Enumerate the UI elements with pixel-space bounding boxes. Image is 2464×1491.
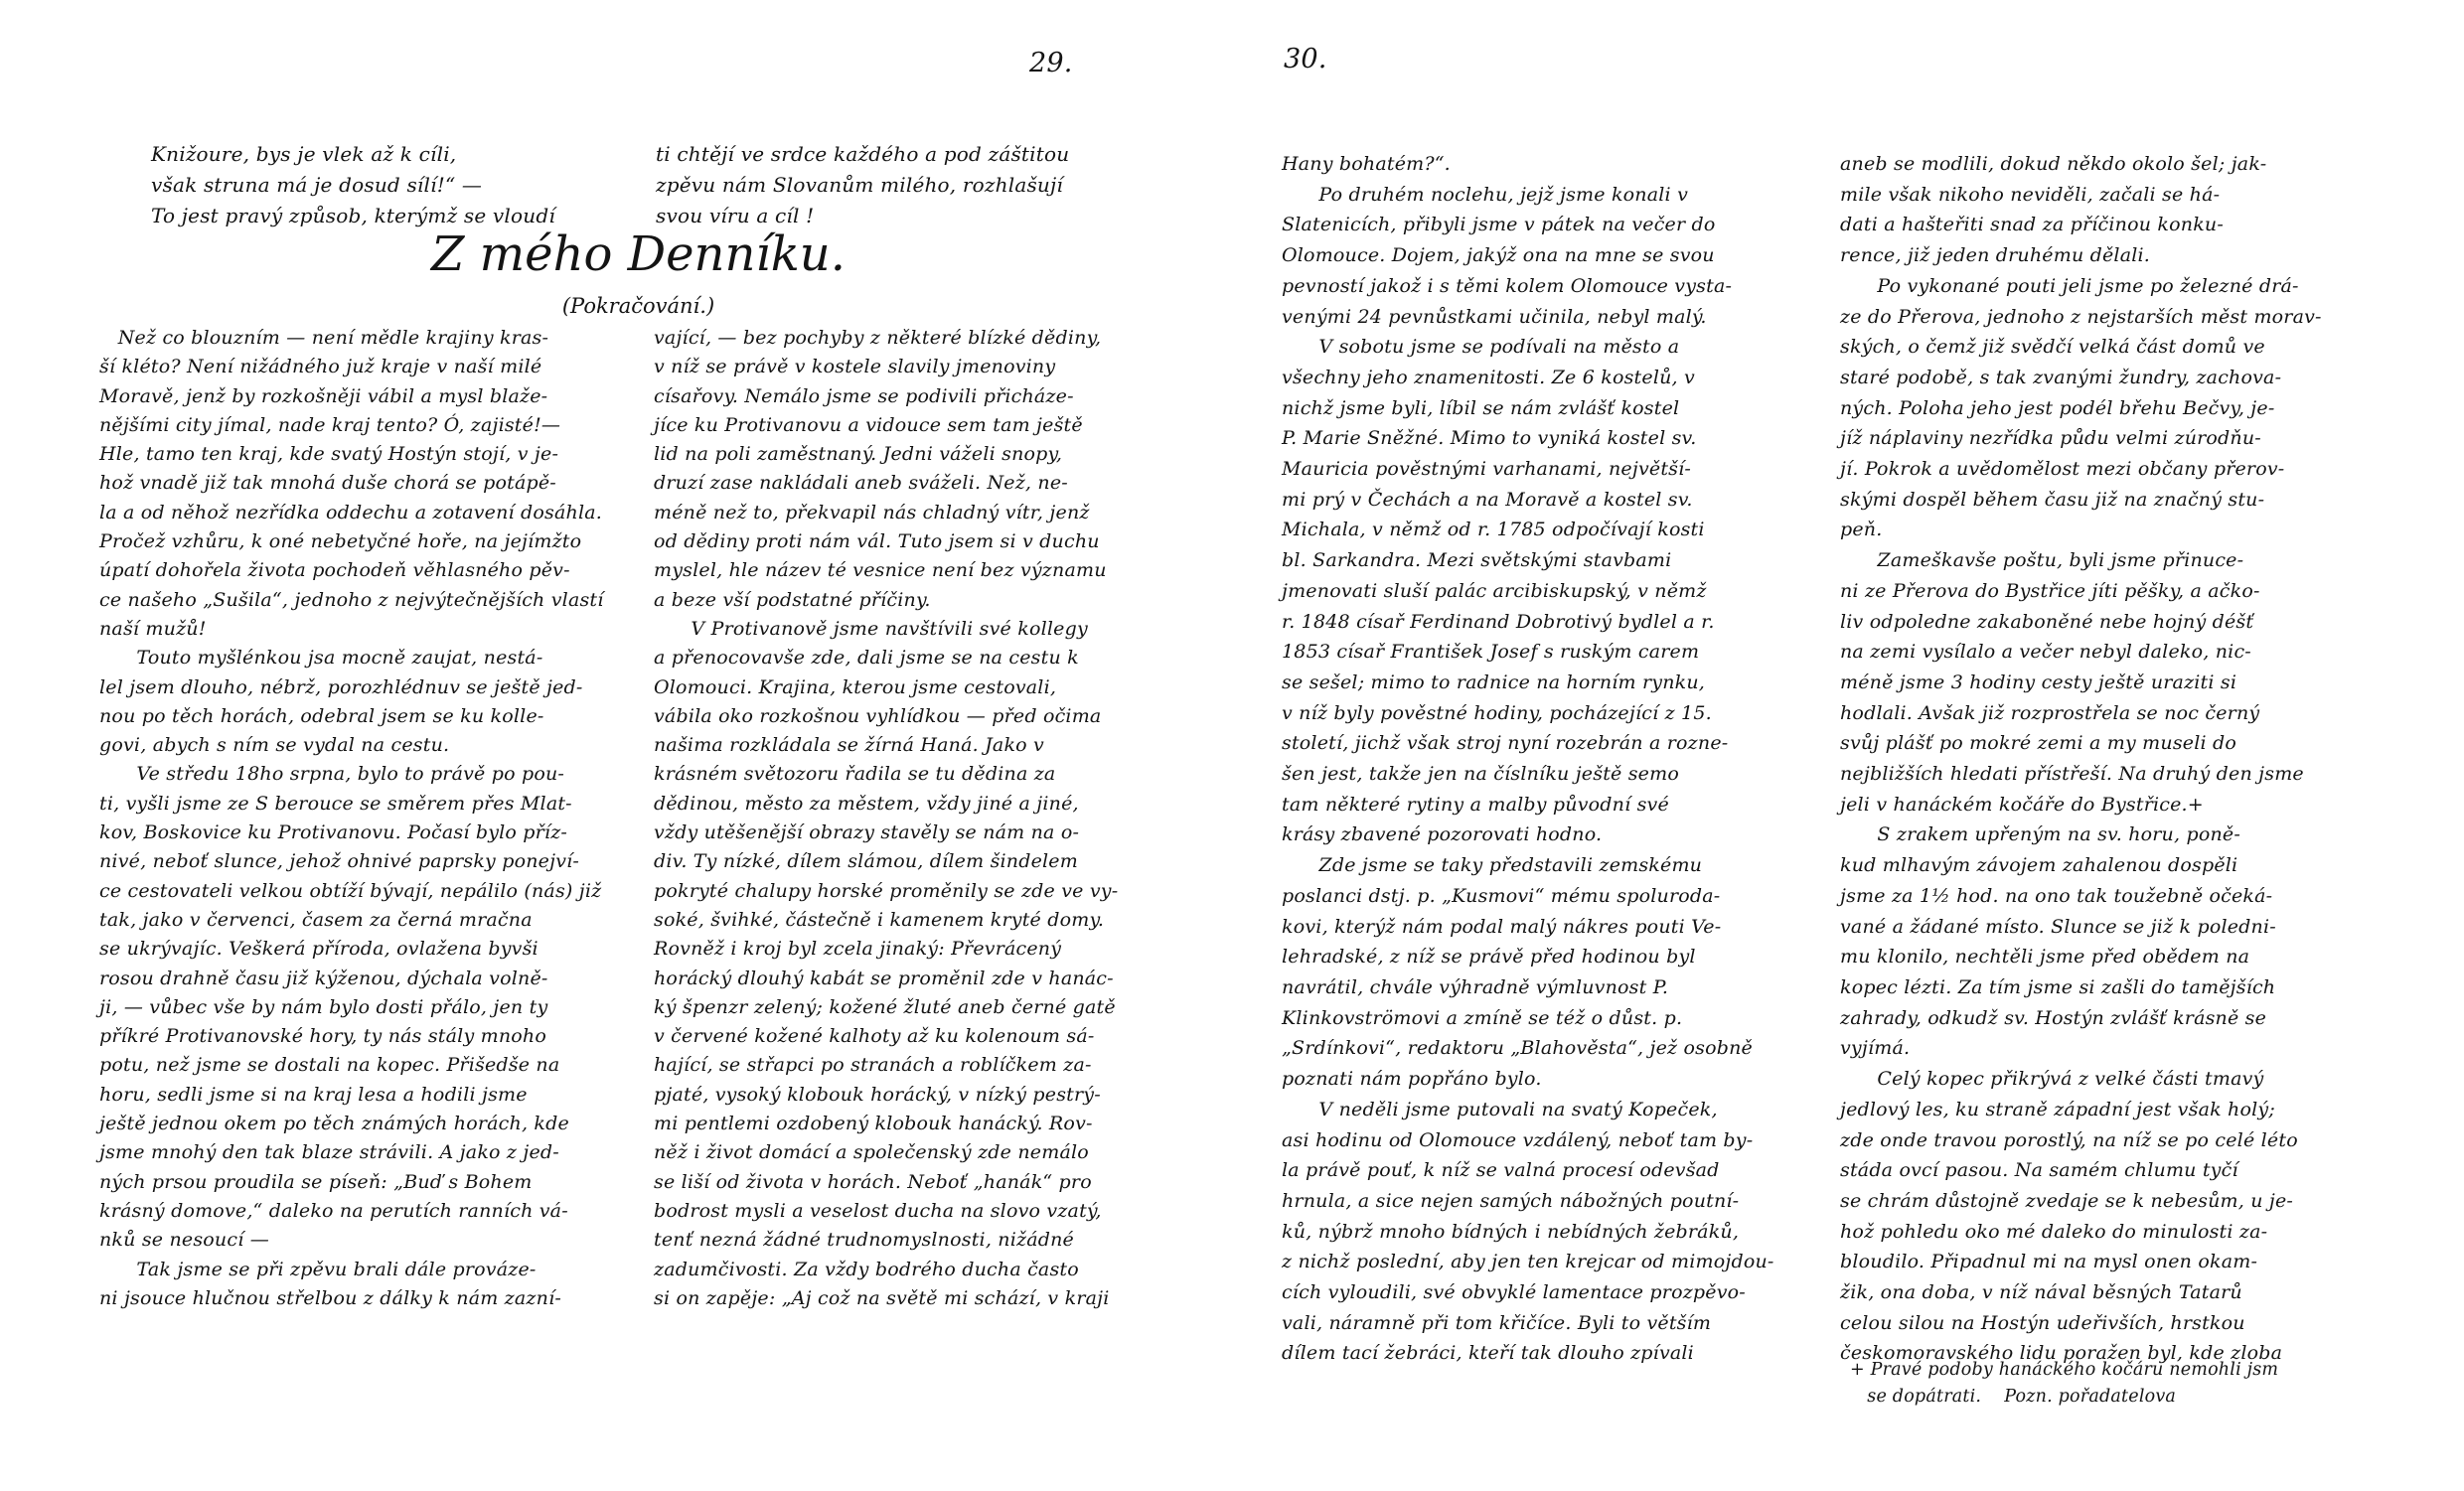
text-line: a beze vší podstatné příčiny.	[654, 588, 931, 611]
text-line: rosou drahně času již kýženou, dýchala volně-	[99, 967, 548, 989]
text-line: jí. Pokrok a uvědomělost mezi občany přerov-	[1840, 458, 2285, 481]
text-line: ských, o čemž již svědčí velká část domů ve	[1840, 336, 2265, 359]
text-line: krásy zbavené pozorovati hodno.	[1282, 823, 1603, 846]
text-line: ných. Poloha jeho jest podél břehu Bečvy, je-	[1840, 396, 2275, 419]
text-line: jíž náplaviny nezřídka půdu velmi zúrodňu-	[1840, 427, 2261, 450]
text-line: lehradské, z níž se právě před hodinou byl	[1282, 946, 1696, 969]
text-line: se sešel; mimo to radnice na horním rynku,	[1282, 671, 1706, 693]
text-line: příkré Protivanovské hory, ty nás stály mnoho	[99, 1025, 546, 1048]
text-line: ni ze Přerova do Bystřice jíti pěšky, a ačko-	[1840, 579, 2260, 602]
text-line: Slatenicích, přibyli jsme v pátek na večer do	[1282, 214, 1716, 236]
text-line: krásném světozoru řadila se tu dědina za	[654, 763, 1056, 786]
text-line: jeli v hanáckém kočáře do Bystřice.+	[1840, 793, 2204, 816]
text-line: Ve středu 18ho srpna, bylo to právě po pou-	[99, 763, 565, 786]
text-line: Hle, tamo ten kraj, kde svatý Hostýn stojí, v je-	[99, 443, 559, 466]
text-line: ce cestovateli velkou obtíží bývají, nepálilo (nás) již	[99, 879, 602, 902]
editor-footnote	[1850, 1357, 2394, 1411]
text-line: asi hodinu od Olomouce vzdálený, neboť tam by-	[1282, 1128, 1754, 1151]
text-line: navrátil, chvále výhradně výmluvnost P.	[1282, 975, 1669, 998]
text-line: století, jichž však stroj nyní rozebrán a rozne-	[1282, 732, 1729, 755]
text-line: ni jsouce hlučnou střelbou z dálky k nám zazní-	[99, 1286, 561, 1309]
page30-column-2	[1840, 149, 2394, 1369]
text-line: v níž se právě v kostele slavily jmenoviny	[654, 356, 1056, 378]
text-line: Hany bohatém?“.	[1282, 153, 1451, 175]
text-line: rence, již jeden druhému dělali.	[1840, 244, 2151, 267]
text-line: se chrám důstojně zvedaje se k nebesům, u je-	[1840, 1189, 2294, 1212]
text-line: nků se nesoucí —	[99, 1229, 269, 1252]
text-line: císařovy. Nemálo jsme se podivili přicháze-	[654, 384, 1074, 407]
text-line: zpěvu nám Slovanům milého, rozhlašují	[656, 173, 1063, 197]
text-line: vždy utěšenější obrazy stavěly se nám na o-	[654, 821, 1080, 844]
text-line: stáda ovcí pasou. Na samém chlumu tyčí	[1840, 1159, 2238, 1182]
text-line: Olomouci. Krajina, kterou jsme cestovali,	[654, 675, 1057, 698]
text-line: govi, abych s ním se vydal na cestu.	[99, 734, 450, 757]
text-line: ký špenzr zelený; kožené žluté aneb černé gatě	[654, 995, 1116, 1018]
text-line: něž i život domácí a společenský zde nemálo	[654, 1141, 1089, 1164]
text-line: svůj plášť po mokré zemi a my museli do	[1840, 732, 2237, 755]
text-line: + Pravé podoby hanáckého kočáru nemohli jsm	[1850, 1360, 2279, 1380]
text-line: Rovněž i kroj byl zcela jinaký: Převrácený	[654, 938, 1062, 961]
text-line: r. 1848 císař Ferdinand Dobrotivý bydlel a r.	[1282, 610, 1715, 633]
text-line: V Protivanově jsme navštívili své kollegy	[654, 617, 1088, 640]
text-line: div. Ty nízké, dílem slámou, dílem šindelem	[654, 850, 1078, 873]
text-line: Celý kopec přikrývá z velké části tmavý	[1840, 1068, 2264, 1091]
text-line: zahrady, odkudž sv. Hostýn zvlášť krásně se	[1840, 1006, 2267, 1029]
text-line: šen jest, takže jen na číslníku ještě semo	[1282, 763, 1679, 786]
text-line: ků, nýbrž mnoho bídných i nebídných žebráků,	[1282, 1220, 1740, 1243]
verse-left-column	[151, 139, 555, 231]
text-line: Pročež vzhůru, k oné nebetyčné hoře, na jejímžto	[99, 530, 582, 553]
text-line: vané a žádané místo. Slunce se již k poledni-	[1840, 915, 2276, 938]
text-line: hož vnadě již tak mnohá duše chorá se potápě-	[99, 472, 556, 495]
text-line: Tak jsme se při zpěvu brali dále prováze-	[99, 1258, 537, 1280]
text-line: kovi, kterýž nám podal malý nákres pouti Ve-	[1282, 915, 1722, 938]
page-number-29: 29.	[1029, 48, 1073, 78]
text-line: tam některé rytiny a malby původní své	[1282, 793, 1669, 816]
text-line: ti chtějí ve srdce každého a pod záštitou	[656, 142, 1070, 166]
text-line: ti, vyšli jsme ze S berouce se směrem přes Mlat-	[99, 792, 572, 815]
text-line: skými dospěl během času již na značný stu-	[1840, 488, 2265, 511]
text-line: naší mužů!	[99, 617, 207, 640]
text-line: venými 24 pevnůstkami učinila, nebyl malý.	[1282, 305, 1707, 328]
text-line: ze do Přerova, jednoho z nejstarších měst morav-	[1840, 305, 2322, 328]
text-line: českomoravského lidu poražen byl, kde zloba	[1840, 1342, 2283, 1365]
text-line: poznati nám popřáno bylo.	[1282, 1068, 1542, 1091]
text-line: mu klonilo, nechtěli jsme před obědem na	[1840, 946, 2250, 969]
text-line: nichž jsme byli, líbil se nám zvlášť kostel	[1282, 396, 1680, 419]
text-line: kud mlhavým závojem zahalenou dospěli	[1840, 854, 2238, 877]
text-line: Po vykonané pouti jeli jsme po železné drá-	[1840, 274, 2299, 297]
text-line: vábila oko rozkošnou vyhlídkou — před očima	[654, 704, 1102, 727]
text-line: Mauricia pověstnými varhanami, největší-	[1282, 458, 1692, 481]
text-line: Po druhém noclehu, jejž jsme konali v	[1282, 183, 1689, 206]
text-line: kov, Boskovice ku Protivanovu. Počasí bylo příz-	[99, 821, 568, 844]
text-line: se ukrývajíc. Veškerá příroda, ovlažena byvši	[99, 938, 539, 961]
text-line: ší kléto? Není nižádného juž kraje v naší milé	[99, 356, 542, 378]
text-line: Touto myšlénkou jsa mocně zaujat, nestá-	[99, 647, 543, 670]
text-line: nejbližších hledati přístřeší. Na druhý den jsme	[1840, 763, 2304, 786]
text-line: nou po těch horách, odebral jsem se ku kolle-	[99, 704, 544, 727]
text-line: a přenocovavše zde, dali jsme se na cestu k	[654, 647, 1079, 670]
text-line: vající, — bez pochyby z některé blízké dědiny,	[654, 327, 1102, 349]
text-line: méně než to, překvapil nás chladný vítr, jenž	[654, 501, 1090, 523]
text-line: Moravě, jenž by rozkošněji vábil a mysl blaže-	[99, 384, 548, 407]
text-line: poslanci dstj. p. „Kusmovi“ mému spoluroda-	[1282, 884, 1721, 907]
text-line: jsme mnohý den tak blaze strávili. A jako z jed-	[99, 1141, 559, 1164]
text-line: horácký dlouhý kabát se proměnil zde v hanác-	[654, 967, 1114, 989]
text-line: úpatí dohořela života pochodeň věhlasného pěv-	[99, 559, 570, 582]
text-line: našima rozkládala se žírná Haná. Jako v	[654, 734, 1044, 757]
text-line: hající, se střapci po stranách a roblíčkem za-	[654, 1054, 1092, 1077]
text-line: soké, švihké, částečně i kamenem kryté domy.	[654, 908, 1105, 931]
text-line: lid na poli zaměstnaný. Jedni váželi snopy,	[654, 443, 1063, 466]
text-line: bl. Sarkandra. Mezi světskými stavbami	[1282, 549, 1672, 572]
text-line: S zrakem upřeným na sv. horu, poně-	[1840, 823, 2240, 846]
text-line: la právě pouť, k níž se valná procesí odevšad	[1282, 1159, 1720, 1182]
text-line: V neděli jsme putovali na svatý Kopeček,	[1282, 1098, 1718, 1120]
text-line: pjaté, vysoký klobouk horácký, v nízký pestrý-	[654, 1083, 1101, 1106]
text-line: lel jsem dlouho, nébrž, porozhlédnuv se ještě jed-	[99, 675, 583, 698]
text-line: všechny jeho znamenitosti. Ze 6 kostelů, v	[1282, 366, 1695, 388]
text-line: Zameškavše poštu, byli jsme přinuce-	[1840, 549, 2244, 572]
text-line: ještě jednou okem po těch známých horách, kde	[99, 1113, 569, 1135]
text-line: Zde jsme se taky představili zemskému	[1282, 854, 1703, 877]
text-line: hodlali. Avšak již rozprostřela se noc černý	[1840, 701, 2260, 724]
text-line: v níž byly pověstné hodiny, pocházející z 15.	[1282, 701, 1712, 724]
text-line: jedlový les, ku straně západní jest však holý;	[1840, 1098, 2275, 1120]
text-line: horu, sedli jsme si na kraj lesa a hodili jsme	[99, 1083, 528, 1106]
text-line: kopec lézti. Za tím jsme si zašli do tamějších	[1840, 975, 2276, 998]
text-line: Klinkovströmovi a zmíně se též o důst. p.	[1282, 1006, 1683, 1029]
page30-column-1	[1282, 149, 1836, 1369]
page-number-30: 30.	[1284, 44, 1327, 75]
text-line: 1853 císař František Josef s ruským carem	[1282, 641, 1700, 664]
text-line: celou silou na Hostýn udeřivších, hrstkou	[1840, 1311, 2245, 1334]
text-line: druzí zase nakládali aneb sváželi. Než, ne-	[654, 472, 1068, 495]
text-line: se dopátrati. Pozn. pořadatelova	[1850, 1387, 2177, 1407]
text-line: „Srdínkovi“, redaktoru „Blahověsta“, jež osobně	[1282, 1037, 1753, 1060]
text-line: hož pohledu oko mé daleko do minulosti za-	[1840, 1220, 2268, 1243]
verse-right-column	[656, 139, 1069, 231]
text-line: žik, ona doba, v níž nával běsných Tatarů	[1840, 1281, 2242, 1304]
text-line: mi prý v Čechách a na Moravě a kostel sv.	[1282, 488, 1693, 511]
text-line: vali, náramně při tom křičíce. Byli to větším	[1282, 1311, 1712, 1334]
text-line: ných prsou proudila se píseň: „Buď s Bohem	[99, 1170, 533, 1193]
text-line: cích vyloudili, své obvyklé lamentace prozpěvo-	[1282, 1281, 1746, 1304]
text-line: myslel, hle název té vesnice není bez významu	[654, 559, 1107, 582]
text-line: aneb se modlili, dokud někdo okolo šel; jak-	[1840, 153, 2267, 175]
text-line: dati a hašteřiti snad za příčinou konku-	[1840, 214, 2224, 236]
text-line: mi pentlemi ozdobený klobouk hanácký. Rov-	[654, 1113, 1093, 1135]
text-line: liv odpoledne zakaboněné nebe hojný déšť	[1840, 610, 2254, 633]
text-line: Než co blouzním — není mědle krajiny kras-	[99, 327, 549, 349]
page29-column-1	[99, 324, 648, 1313]
text-line: však struna má je dosud sílí!“ —	[151, 173, 483, 197]
text-line: dílem tací žebráci, kteří tak dlouho zpívali	[1282, 1342, 1694, 1365]
text-line: ji, — vůbec vše by nám bylo dosti přálo, jen ty	[99, 995, 548, 1018]
text-line: pokryté chalupy horské proměnily se zde ve vy-	[654, 879, 1119, 902]
text-line: si on zapěje: „Aj což na světě mi schází, v kraji	[654, 1286, 1110, 1309]
text-line: jíce ku Protivanovu a vidouce sem tam ještě	[654, 413, 1083, 436]
text-line: se liší od života v horách. Neboť „hanák“ pro	[654, 1170, 1092, 1193]
text-line: pevností jakož i s těmi kolem Olomouce vysta-	[1282, 274, 1733, 297]
text-line: la a od něhož nezřídka oddechu a zotavení dosáhla.	[99, 501, 602, 523]
text-line: jmenovati sluší palác arcibiskupský, v němž	[1282, 579, 1707, 602]
page29-column-2	[654, 324, 1190, 1313]
text-line: Knižoure, bys je vlek až k cíli,	[151, 142, 457, 166]
text-line: P. Marie Sněžné. Mimo to vyniká kostel sv.	[1282, 427, 1697, 450]
text-line: jsme za 1½ hod. na ono tak toužebně očeká-	[1840, 884, 2273, 907]
text-line: bloudilo. Připadnul mi na mysl onen okam-	[1840, 1251, 2258, 1273]
text-line: hrnula, a sice nejen samých nábožných poutní-	[1282, 1189, 1740, 1212]
diary-title: Z mého Denníku.	[431, 226, 846, 282]
text-line: svou víru a cíl !	[656, 204, 815, 227]
text-line: na zemi vysílalo a večer nebyl daleko, nic-	[1840, 641, 2251, 664]
text-line: zadumčivosti. Za vždy bodrého ducha často	[654, 1258, 1079, 1280]
text-line: Michala, v němž od r. 1785 odpočívají kosti	[1282, 519, 1705, 541]
text-line: z nichž poslední, aby jen ten krejcar od mimojdou-	[1282, 1251, 1774, 1273]
text-line: zde onde travou porostlý, na níž se po celé léto	[1840, 1128, 2298, 1151]
text-line: méně jsme 3 hodiny cesty ještě uraziti si	[1840, 671, 2237, 693]
text-line: krásný domove,“ daleko na perutích ranních vá-	[99, 1199, 568, 1222]
text-line: dědinou, město za městem, vždy jiné a jiné,	[654, 792, 1079, 815]
text-line: tak, jako v červenci, časem za černá mračna	[99, 908, 533, 931]
text-line: potu, než jsme se dostali na kopec. Přišedše na	[99, 1054, 560, 1077]
text-line: nivé, neboť slunce, jehož ohnivé paprsky ponejví-	[99, 850, 580, 873]
text-line: Olomouce. Dojem, jakýž ona na mne se svou	[1282, 244, 1715, 267]
text-line: nějšími city jímal, nade kraj tento? Ó, zajisté!—	[99, 413, 561, 436]
text-line: od dědiny proti nám vál. Tuto jsem si v duchu	[654, 530, 1100, 553]
text-line: vyjímá.	[1840, 1037, 1911, 1060]
text-line: bodrost mysli a veselost ducha na slovo vzatý,	[654, 1199, 1102, 1222]
text-line: mile však nikoho neviděli, začali se há-	[1840, 183, 2221, 206]
text-line: To jest pravý způsob, kterýmž se vloudí	[151, 204, 555, 227]
text-line: v červené kožené kalhoty až ku kolenoum sá-	[654, 1025, 1095, 1048]
text-line: V sobotu jsme se podívali na město a	[1282, 336, 1680, 359]
diary-subtitle: (Pokračování.)	[561, 294, 715, 318]
text-line: ce našeho „Sušila“, jednoho z nejvýtečnějších vlastí	[99, 588, 604, 611]
text-line: staré podobě, s tak zvanými žundry, zachova-	[1840, 366, 2282, 388]
text-line: tenť nezná žádné trudnomyslnosti, nižádné	[654, 1229, 1074, 1252]
text-line: peň.	[1840, 519, 1883, 541]
